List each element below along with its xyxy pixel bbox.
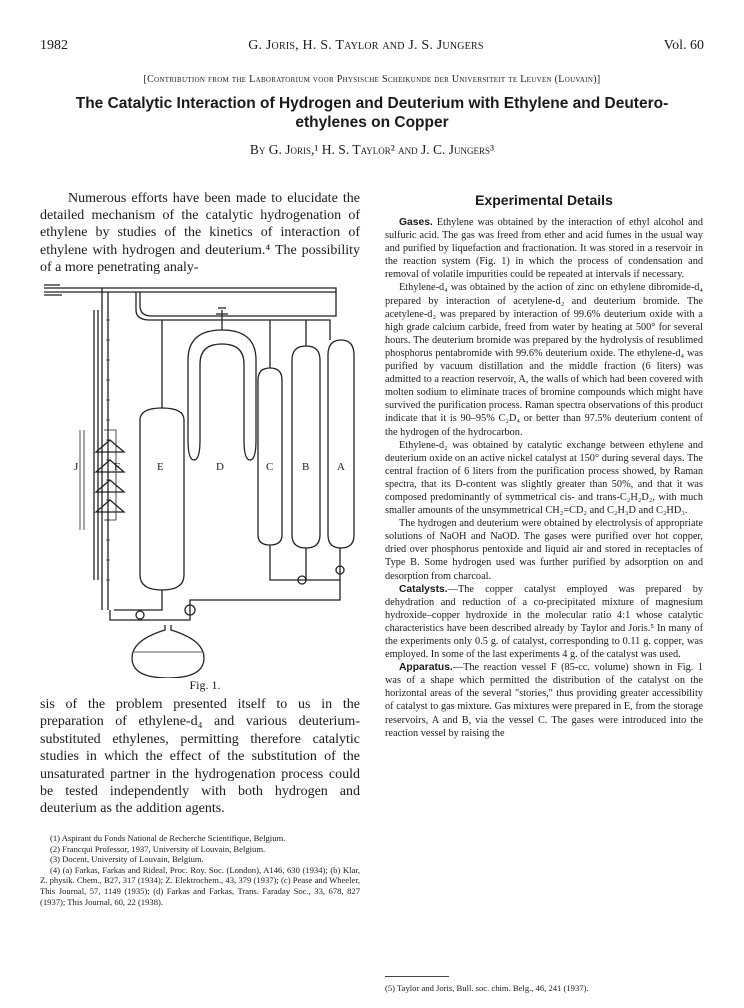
label-a: A: [337, 461, 345, 473]
mercury-reservoir: [132, 625, 204, 678]
paragraph-text: The hydrogen and deuterium were obtained by electrolysis of appropriate solutions of NaOH and NaOD. The gases were purified over hot copper, dried over phosphorus pentoxide and liquid air and stored in receptacles of Type B. Some hydrogen used was further purified by adsorption on and desorption from charcoal.: [385, 518, 703, 582]
volume-number: Vol. 60: [663, 38, 704, 53]
vessel-b: [292, 346, 320, 548]
footnote-3: (3) Docent, University of Louvain, Belgium.: [50, 854, 204, 865]
manifold-line: [44, 288, 336, 292]
running-head: [40, 38, 704, 58]
manometer-tube: [102, 288, 108, 610]
runin-heading: Gases.: [399, 217, 433, 228]
footnote-rule: [385, 976, 449, 977]
paragraph-text: Ethylene was obtained by the interaction of ethyl alcohol and sulfuric acid. The gas was freed from ether and acid fumes in the usual way and purified by liquefaction and fractionation. It was stored in a reservoir in the reaction system (Fig. 1) in which the process of condensation and removal of volatile impurities could be repeated at intervals if necessary.: [385, 217, 703, 281]
label-c: C: [266, 461, 274, 473]
paragraph-text: —The reaction vessel F (85-cc. volume) shown in Fig. 1 was of a shape which permitted the distribution of the catalyst on the horizontal areas of the several "stories," thus providing greater accessibility of catalyst to gas mixture. Gas mixtures were prepared in E, from the storage reservoirs, A and B, via the vessel C. The gases were introduced into the reaction vessel by raising the: [385, 662, 703, 739]
section-heading: Experimental Details: [475, 192, 613, 208]
vessel-d: [188, 330, 256, 440]
apparatus-figure: [40, 280, 370, 678]
paragraph-text: Ethylene-d₂ was obtained by catalytic exchange between ethylene and deuterium oxide on an active nickel catalyst at 150° during several days. The central fraction of 6 liters from the purification process showed, by Raman spectra, that its D-content was slightly greater than 50%, and that it was composed predominantly of symmetrical cis- and trans-C₂H₂D₂, with much smaller amounts of the unsymmetrical CH₂=CD₂ and C₂H₃D and C₂HD₃.: [385, 439, 703, 517]
experimental-paragraph: [385, 661, 703, 740]
right-footnote: [385, 976, 703, 993]
footnote-5: (5) Taylor and Joris, Bull. soc. chim. Belg., 46, 241 (1937).: [385, 983, 589, 993]
continuation-paragraph: sis of the problem presented itself to us in the preparation of ethylene-d₄ and various deuterium-substituted ethylenes, permitting therefore catalytic studies in which the effect of the substitution of the unsaturated partner in the hydrogenation process could be tested independently with both hydrogen and deuterium as the addition agents.: [40, 697, 360, 817]
runin-heading: Catalysts.: [399, 583, 448, 595]
vessel-e: [140, 408, 184, 590]
label-j: J: [74, 461, 79, 473]
contribution-line: [Contribution from the Laboratorium voor Physische Scheikunde der Universiteit te Leuven (Louvain)]: [143, 74, 601, 85]
label-f: F: [114, 461, 121, 473]
experimental-paragraph: [385, 583, 703, 662]
page-number: 1982: [40, 38, 68, 53]
runin-heading: Apparatus.: [399, 662, 453, 674]
author-line: By G. Joris,¹ H. S. Taylor² and J. C. Jungers³: [249, 142, 495, 157]
vessel-c: [258, 368, 282, 545]
label-d: D: [216, 461, 224, 473]
vessel-a: [328, 340, 354, 548]
left-footnotes: [40, 833, 360, 907]
experimental-paragraph: [385, 439, 703, 518]
experimental-paragraph: [385, 216, 703, 281]
vessel-f: [96, 440, 124, 512]
experimental-paragraph: [385, 281, 703, 438]
paragraph-text: Ethylene-d₄ was obtained by the action of zinc on ethylene dibromide-d₄ prepared by interaction of acetylene-d₂ and deuterium bromide. The acetylene-d₂ was prepared by interaction of 99.6% deuterium oxide with a high grade calcium carbide, freed from water by heating at 500° for several hours. The deuterium bromide was prepared by the hydrolysis of resublimed phosphorus pentabromide with 99.6% deuterium oxide. The ethylene-d₄ was purified by vacuum distillation and the middle fraction (6 liters) was admitted to a reaction reservoir, A, the walls of which had been covered with molten sodium to eliminate traces of bromine compounds which might have survived the purification process. Raman spectra observations of this product indicate that it is 90–95% C₂D₄ or better than 97.5% deuterium content of the hydrogen of the hydrocarbon.: [385, 282, 703, 438]
label-b: B: [302, 461, 310, 473]
figure-caption: Fig. 1.: [189, 678, 221, 692]
footnote-4: (4) (a) Farkas, Farkas and Rideal, Proc. Roy. Soc. (London), A146, 630 (1934); (b) Klar, Z. physik. Chem., B27, 317 (1934); Z. Elektrochem., 43, 379 (1937); (c) Pease and Wheeler, This Journal, 57, 1149 (1935); (d) Farkas and Farkas, Trans. Faraday Soc., 33, 678, 827 (1937); This Journal, 60, 22 (1938).: [40, 864, 360, 907]
intro-paragraph: Numerous efforts have been made to elucidate the detailed mechanism of the catalytic hydrogenation of ethylene by studies of the kinetics of interaction of ethylene with hydrogen and deuterium.⁴ The possibility of a more penetrating analy-: [40, 191, 360, 275]
right-column-experimental: [385, 192, 703, 740]
running-title: G. Joris, H. S. Taylor and J. S. Jungers: [248, 38, 484, 53]
experimental-paragraph: [385, 517, 703, 582]
footnote-2: (2) Francqui Professor, 1937, University of Louvain, Belgium.: [50, 843, 266, 854]
paragraph-text: —The copper catalyst employed was prepared by dehydration and reduction of a co-precipitated mixture of magnesium hydroxide–copper hydroxide in the molecular ratio 4:1 whose catalytic characteristics have been described already by Taylor and Joris.⁵ In many of the experiments only 0.5 g. of catalyst, corresponding to 0.11 g. copper, was employed. In some of the last experiments 4 g. of the catalyst was used.: [385, 583, 703, 661]
left-column-intro: [40, 190, 360, 276]
label-e: E: [157, 461, 164, 473]
footnote-1: (1) Aspirant du Fonds National de Recherche Scientifique, Belgium.: [50, 833, 286, 843]
paper-title: The Catalytic Interaction of Hydrogen and Deuterium with Ethylene and Deutero-ethylenes on Copper: [75, 95, 669, 131]
